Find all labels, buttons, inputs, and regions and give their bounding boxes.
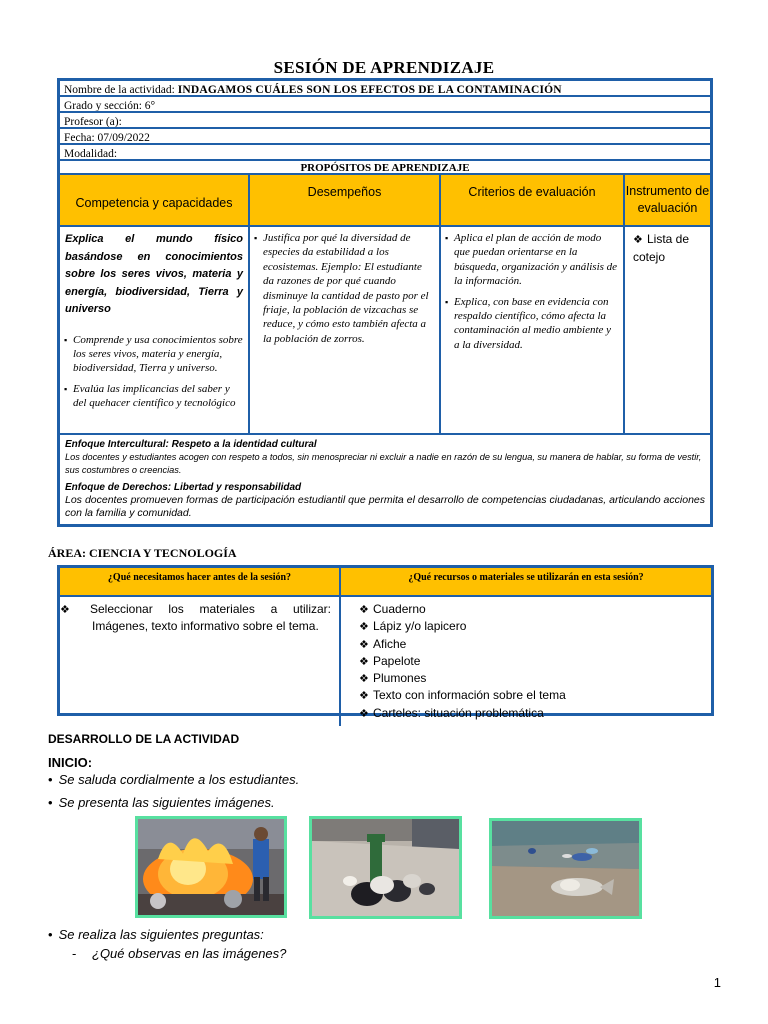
header-performance: Desempeños bbox=[250, 175, 441, 227]
learning-session-table bbox=[57, 78, 713, 527]
resource-item: ❖ Lápiz y/o lapicero bbox=[355, 618, 703, 635]
activity-name: INDAGAMOS CUÁLES SON LOS EFECTOS DE LA CONTAMINACIÓN bbox=[177, 84, 562, 96]
activity-label: Nombre de la actividad: bbox=[64, 84, 175, 96]
diamond-bullet-icon: ❖ bbox=[359, 621, 369, 634]
prep-header-resources: ¿Qué recursos o materiales se utilizarán en esta sesión? bbox=[341, 568, 711, 597]
intercultural-text: Los docentes y estudiantes acogen con respeto a todos, sin menospreciar ni excluir a nadie en razón de su lengua, su manera de hablar, su forma de vestir, sus costumbres o creencias. bbox=[65, 452, 702, 475]
resource-item: ❖ Cuaderno bbox=[355, 601, 703, 618]
resource-item: ❖ Texto con información sobre el tema bbox=[355, 687, 703, 704]
preparation-table bbox=[57, 565, 714, 720]
prep-before-cell bbox=[60, 597, 341, 726]
question-item: - ¿Qué observas en las imágenes? bbox=[72, 946, 287, 961]
start-bullet: • Se presenta las siguientes imágenes. bbox=[48, 795, 275, 810]
diamond-bullet-icon: ❖ bbox=[359, 690, 369, 703]
dead-fish-beach-image bbox=[489, 818, 642, 919]
development-heading: DESARROLLO DE LA ACTIVIDAD bbox=[48, 732, 240, 746]
diamond-bullet-icon: ❖ bbox=[359, 707, 369, 720]
approaches-section bbox=[60, 435, 710, 524]
diamond-bullet-icon: ❖ bbox=[60, 604, 70, 616]
diamond-bullet-icon: ❖ bbox=[359, 604, 369, 616]
question-bullet: • Se realiza las siguientes preguntas: bbox=[48, 927, 264, 942]
rights-text: Los docentes promueven formas de participación estudiantil que permita el desarrollo de competencias ciudadanas, articulando acciones con la familia y comunidad. bbox=[65, 494, 705, 519]
mode-row: Modalidad: bbox=[60, 145, 710, 161]
resource-item: ❖ Afiche bbox=[355, 636, 703, 653]
burning-garbage-image bbox=[135, 816, 287, 918]
purposes-column-headers bbox=[60, 175, 710, 227]
competence-cell bbox=[60, 227, 250, 435]
diamond-bullet-icon: ❖ bbox=[359, 673, 369, 686]
purposes-header: PROPÓSITOS DE APRENDIZAJE bbox=[60, 161, 710, 175]
street-garbage-image bbox=[309, 816, 462, 919]
start-bullet: • Se saluda cordialmente a los estudiantes. bbox=[48, 772, 300, 787]
capacity-item: ▪ Comprende y usa conocimientos sobre los seres vivos, materia y energía, biodiversidad, Tierra y universo. bbox=[65, 333, 243, 376]
resource-item: ❖ Carteles: situación problemática bbox=[355, 705, 703, 722]
rights-title: Enfoque de Derechos: Libertad y responsabilidad bbox=[65, 482, 302, 493]
resource-item: ❖ Papelote bbox=[355, 653, 703, 670]
performance-cell bbox=[250, 227, 441, 435]
diamond-bullet-icon: ❖ bbox=[359, 638, 369, 651]
teacher-row: Profesor (a): bbox=[60, 113, 710, 129]
date-row: Fecha: 07/09/2022 bbox=[60, 129, 710, 145]
criteria-item: ▪ Aplica el plan de acción de modo que puedan orientarse en la búsqueda, organización y análisis de la información. bbox=[446, 231, 618, 289]
grade-row: Grado y sección: 6° bbox=[60, 97, 710, 113]
diamond-bullet-icon: ❖ bbox=[633, 234, 643, 246]
instrument-cell bbox=[625, 227, 710, 435]
intercultural-title: Enfoque Intercultural: Respeto a la identidad cultural bbox=[65, 439, 317, 450]
header-criteria: Criterios de evaluación bbox=[441, 175, 625, 227]
criteria-cell bbox=[441, 227, 625, 435]
activity-row bbox=[60, 81, 710, 97]
prep-resources-cell bbox=[341, 597, 711, 726]
instrument-item: ❖ Lista de cotejo bbox=[633, 232, 690, 264]
diamond-bullet-icon: ❖ bbox=[359, 655, 369, 668]
purposes-body bbox=[60, 227, 710, 435]
resource-item: ❖ Plumones bbox=[355, 670, 703, 687]
prep-header-before: ¿Qué necesitamos hacer antes de la sesión? bbox=[60, 568, 341, 597]
start-heading: INICIO: bbox=[48, 755, 93, 770]
document-title: SESIÓN DE APRENDIZAJE bbox=[273, 58, 495, 77]
criteria-item: ▪ Explica, con base en evidencia con respaldo científico, cómo afecta la contaminación al medio ambiente y a la diversidad. bbox=[446, 295, 618, 353]
header-competence: Competencia y capacidades bbox=[60, 175, 250, 227]
page-number: 1 bbox=[713, 975, 721, 990]
capacity-item: ▪ Evalúa las implicancias del saber y del quehacer científico y tecnológico bbox=[65, 382, 243, 411]
area-heading: ÁREA: CIENCIA Y TECNOLOGÍA bbox=[48, 546, 237, 560]
header-instrument: Instrumento de evaluación bbox=[625, 175, 710, 227]
performance-item: ▪ Justifica por qué la diversidad de especies da estabilidad a los ecosistemas. Ejemplo: El estudiante da razones de por qué cuando disminuye la cantidad de pasto por el friaje, la población de vizcachas se reduce, y cómo esto también afecta a la población de zorros. bbox=[255, 231, 434, 346]
prep-before-item: ❖ Seleccionar los materiales a utilizar: Imágenes, texto informativo sobre el tema. bbox=[60, 602, 331, 634]
competence-main: Explica el mundo físico basándose en conocimientos sobre los seres vivos, materia y energía, biodiversidad, Tierra y universo bbox=[65, 233, 243, 315]
